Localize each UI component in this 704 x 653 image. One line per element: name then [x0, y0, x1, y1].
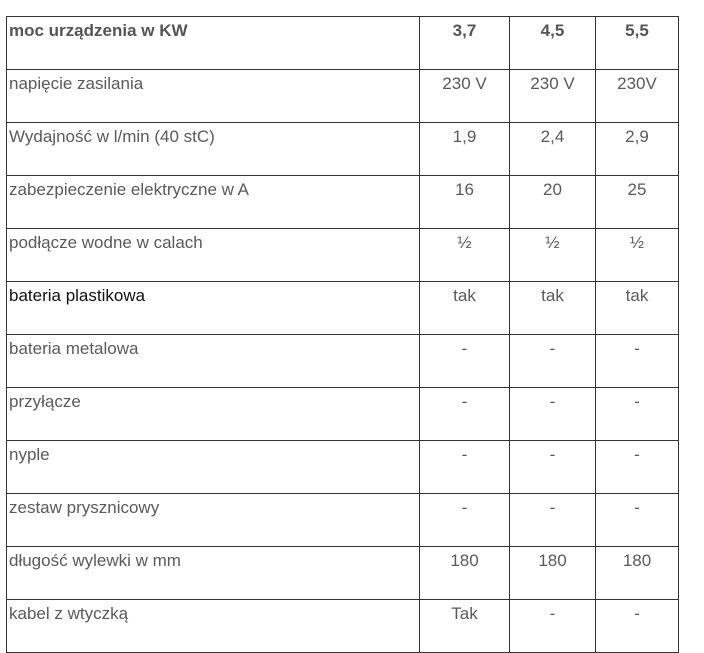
row-value-cell: - [596, 494, 679, 547]
row-value-cell: 2,4 [510, 123, 596, 176]
row-value-cell: 230 V [510, 70, 596, 123]
table-row [7, 441, 679, 494]
spec-table [6, 16, 679, 653]
row-label-cell: zabezpieczenie elektryczne w A [7, 176, 420, 229]
table-row [7, 335, 679, 388]
row-value-cell: 180 [596, 547, 679, 600]
row-value-cell: 180 [420, 547, 510, 600]
row-value-cell: - [510, 600, 596, 653]
row-label-cell: Wydajność w l/min (40 stC) [7, 123, 420, 176]
row-label-cell: kabel z wtyczką [7, 600, 420, 653]
row-label-cell: nyple [7, 441, 420, 494]
row-value-cell: - [420, 388, 510, 441]
row-label-cell: przyłącze [7, 388, 420, 441]
row-value-cell: - [510, 388, 596, 441]
table-row [7, 229, 679, 282]
row-value-cell: tak [420, 282, 510, 335]
row-value-cell: - [596, 600, 679, 653]
header-value-cell: 4,5 [510, 17, 596, 70]
row-value-cell: 20 [510, 176, 596, 229]
row-value-cell: 25 [596, 176, 679, 229]
header-value-cell: 3,7 [420, 17, 510, 70]
table-row [7, 123, 679, 176]
header-value-cell: 5,5 [596, 17, 679, 70]
row-label-cell: podłącze wodne w calach [7, 229, 420, 282]
row-value-cell: ½ [596, 229, 679, 282]
row-value-cell: - [596, 441, 679, 494]
row-value-cell: - [510, 335, 596, 388]
row-value-cell: ½ [420, 229, 510, 282]
row-label-cell: napięcie zasilania [7, 70, 420, 123]
row-value-cell: 230V [596, 70, 679, 123]
row-value-cell: ½ [510, 229, 596, 282]
table-row [7, 600, 679, 653]
row-label-cell: bateria metalowa [7, 335, 420, 388]
row-value-cell: 1,9 [420, 123, 510, 176]
table-row [7, 282, 679, 335]
row-value-cell: - [420, 441, 510, 494]
row-value-cell: - [510, 494, 596, 547]
table-row [7, 176, 679, 229]
row-value-cell: 16 [420, 176, 510, 229]
table-row [7, 494, 679, 547]
row-value-cell: - [420, 494, 510, 547]
row-value-cell: tak [510, 282, 596, 335]
row-label-cell: bateria plastikowa [7, 282, 420, 335]
header-label-cell: moc urządzenia w KW [7, 17, 420, 70]
row-label-cell: zestaw prysznicowy [7, 494, 420, 547]
row-value-cell: 180 [510, 547, 596, 600]
table-row [7, 388, 679, 441]
row-label-cell: długość wylewki w mm [7, 547, 420, 600]
row-value-cell: 2,9 [596, 123, 679, 176]
row-value-cell: tak [596, 282, 679, 335]
row-value-cell: - [420, 335, 510, 388]
row-value-cell: - [596, 335, 679, 388]
row-value-cell: Tak [420, 600, 510, 653]
row-value-cell: 230 V [420, 70, 510, 123]
table-header-row [7, 17, 679, 70]
row-value-cell: - [510, 441, 596, 494]
table-row [7, 70, 679, 123]
row-value-cell: - [596, 388, 679, 441]
table-row [7, 547, 679, 600]
